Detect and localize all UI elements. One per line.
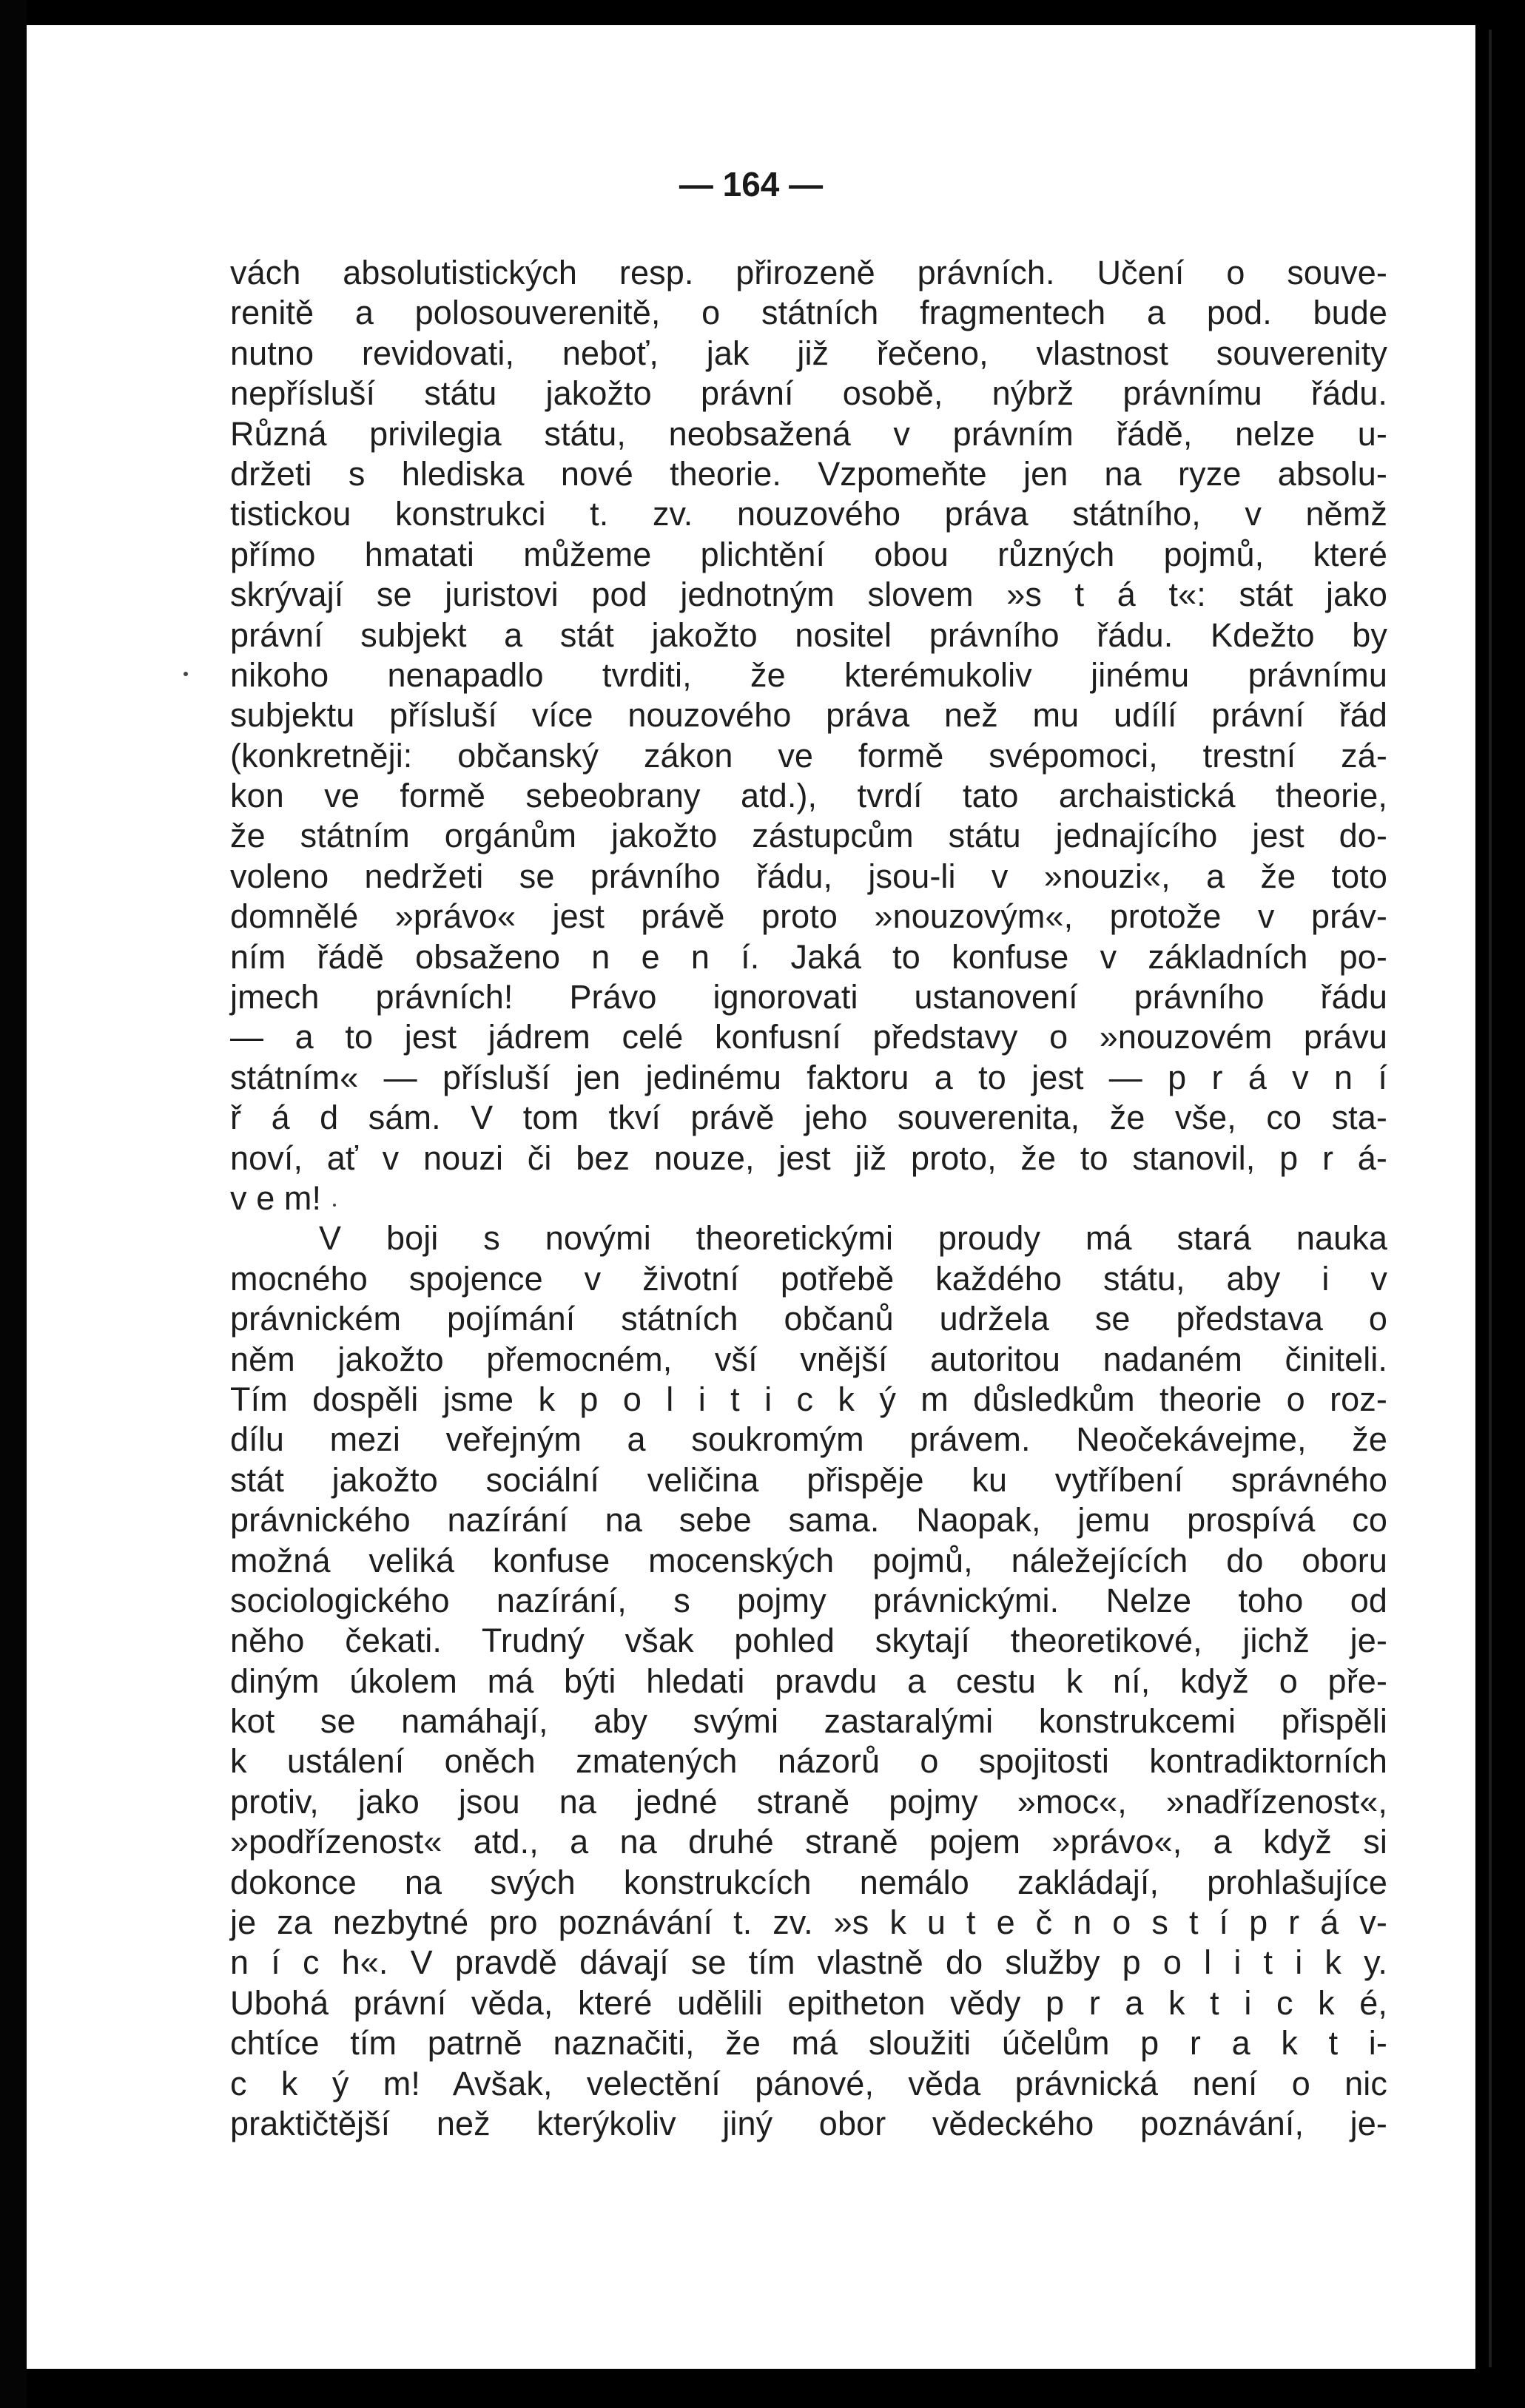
text-line: je za nezbytné pro poznávání t. zv. »s k u t e č n o s t í p r á v-	[230, 1903, 1387, 1942]
book-page	[27, 25, 1475, 2369]
text-line: držeti s hlediska nové theorie. Vzpomeňte jen na ryze absolu-	[230, 454, 1387, 493]
text-line: dokonce na svých konstrukcích nemálo zakládají, prohlašujíce	[230, 1863, 1387, 1901]
text-line: — a to jest jádrem celé konfusní představy o »nouzovém právu	[230, 1018, 1387, 1056]
text-line: subjektu přísluší více nouzového práva než mu udílí právní řád	[230, 696, 1387, 735]
scan-border-right	[1475, 0, 1525, 2408]
text-line: voleno nedržeti se právního řádu, jsou-li v »nouzi«, a že toto	[230, 857, 1387, 895]
text-line: dílu mezi veřejným a soukromým právem. Neočekávejme, že	[230, 1420, 1387, 1459]
body-text	[230, 253, 1387, 2144]
text-line: něm jakožto přemocném, vší vnější autoritou nadaném činiteli.	[230, 1340, 1387, 1378]
scan-edge-stripe	[1489, 30, 1492, 2367]
text-line: renitě a polosouverenitě, o státních fragmentech a pod. bude	[230, 294, 1387, 332]
text-line: sociologického nazírání, s pojmy právnickými. Nelze toho od	[230, 1581, 1387, 1619]
text-line: tistickou konstrukci t. zv. nouzového práva státního, v němž	[230, 495, 1387, 533]
text-line: vách absolutistických resp. přirozeně právních. Učení o souve-	[230, 254, 1387, 291]
text-line: ním řádě obsaženo n e n í. Jaká to konfuse v základních po-	[230, 937, 1387, 976]
text-line: noví, ať v nouzi či bez nouze, jest již proto, že to stanovil, p r á-	[230, 1139, 1387, 1177]
text-line: stát jakožto sociální veličina přispěje ku vytříbení správného	[230, 1460, 1387, 1499]
paragraph-start-line: V boji s novými theoretickými proudy má stará nauka	[319, 1219, 1387, 1258]
text-line: Různá privilegia státu, neobsažená v právním řádě, nelze u-	[230, 414, 1387, 453]
text-line: něho čekati. Trudný však pohled skytají theoretikové, jichž je-	[230, 1622, 1387, 1660]
text-line: domnělé »právo« jest právě proto »nouzovým«, protože v práv-	[230, 897, 1387, 936]
text-line: k ustálení oněch zmatených názorů o spojitosti kontradiktorních	[230, 1742, 1387, 1781]
text-line: právnického nazírání na sebe sama. Naopak, jemu prospívá co	[230, 1501, 1387, 1539]
paragraph-end-line: v e m!	[230, 1178, 322, 1217]
text-line: diným úkolem má býti hledati pravdu a cestu k ní, když o pře-	[230, 1662, 1387, 1700]
text-line: c k ý m! Avšak, velectění pánové, věda právnická není o nic	[230, 2064, 1387, 2102]
text-line: (konkretněji: občanský zákon ve formě svépomoci, trestní zá-	[230, 736, 1387, 775]
text-line: Ubohá právní věda, které udělili epitheton vědy p r a k t i c k é,	[230, 1983, 1387, 2022]
text-line: nutno revidovati, neboť, jak již řečeno, vlastnost souverenity	[230, 334, 1387, 372]
print-speck	[333, 1204, 336, 1207]
text-line: Tím dospěli jsme k p o l i t i c k ý m důsledkům theorie o roz-	[230, 1380, 1387, 1418]
text-line: možná veliká konfuse mocenských pojmů, náležejících do oboru	[230, 1541, 1387, 1579]
text-line: kon ve formě sebeobrany atd.), tvrdí tato archaistická theorie,	[230, 777, 1387, 815]
text-line: nikoho nenapadlo tvrditi, že kterémukoliv jinému právnímu	[230, 655, 1387, 694]
text-line: přímo hmatati můžeme plichtění obou různých pojmů, které	[230, 535, 1387, 573]
page-number: — 164 —	[679, 165, 824, 203]
text-line: skrývají se juristovi pod jednotným slovem »s t á t«: stát jako	[230, 576, 1387, 614]
text-line: »podřízenost« atd., a na druhé straně pojem »právo«, a když si	[230, 1823, 1387, 1861]
text-line: kot se namáhají, aby svými zastaralými konstrukcemi přispěli	[230, 1702, 1387, 1741]
text-line: právní subjekt a stát jakožto nositel právního řádu. Kdežto by	[230, 616, 1387, 654]
text-line: mocného spojence v životní potřebě každého státu, aby i v	[230, 1259, 1387, 1298]
text-line: praktičtější než kterýkoliv jiný obor vědeckého poznávání, je-	[230, 2104, 1387, 2142]
text-line: jmech právních! Právo ignorovati ustanovení právního řádu	[230, 978, 1387, 1016]
text-line: protiv, jako jsou na jedné straně pojmy »moc«, »nadřízenost«,	[230, 1782, 1387, 1821]
text-line: státním« — přísluší jen jedinému faktoru a to jest — p r á v n í	[230, 1058, 1387, 1096]
text-line: n í c h«. V pravdě dávají se tím vlastně do služby p o l i t i k y.	[230, 1943, 1387, 1982]
text-line: chtíce tím patrně naznačiti, že má sloužiti účelům p r a k t i-	[230, 2024, 1387, 2063]
text-line: právnickém pojímání státních občanů udržela se představa o	[230, 1300, 1387, 1338]
text-line: nepřísluší státu jakožto právní osobě, nýbrž právnímu řádu.	[230, 374, 1387, 413]
text-line: ř á d sám. V tom tkví právě jeho souverenita, že vše, co sta-	[230, 1099, 1387, 1137]
print-speck	[184, 672, 188, 676]
text-line: že státním orgánům jakožto zástupcům státu jednajícího jest do-	[230, 817, 1387, 855]
scan-border-left	[0, 0, 27, 2408]
